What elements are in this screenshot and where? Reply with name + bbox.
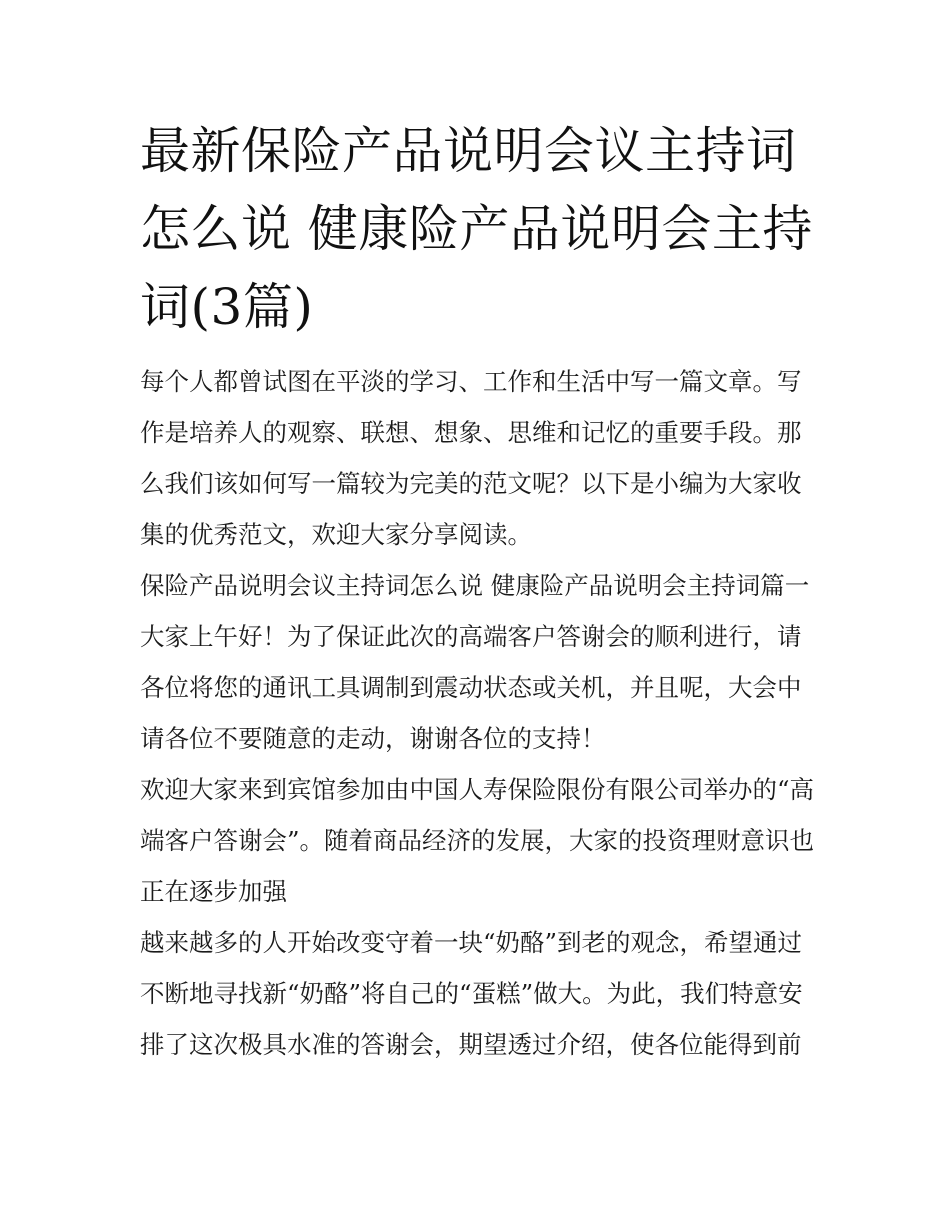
intro-paragraph: 每个人都曾试图在平淡的学习、工作和生活中写一篇文章。写作是培养人的观察、联想、想象、思维和记忆的重要手段。那么我们该如何写一篇较为完美的范文呢？以下是小编为大家收集的优秀范文，欢迎大家分享阅读。 bbox=[140, 367, 802, 549]
body-paragraph: 越来越多的人开始改变守着一块“奶酪”到老的观念，希望通过不断地寻找新“奶酪”将自己的“蛋糕”做大。为此，我们特意安排了这次极具水准的答谢会，期望透过介绍，使各位能得到前 bbox=[140, 928, 803, 1059]
document-body bbox=[140, 356, 820, 1070]
body-paragraph: 欢迎大家来到宾馆参加由中国人寿保险限份有限公司举办的“高端客户答谢会”。随着商品经济的发展，大家的投资理财意识也正在逐步加强 bbox=[140, 775, 815, 906]
body-paragraph: 大家上午好！为了保证此次的高端客户答谢会的顺利进行，请各位将您的通讯工具调制到震动状态或关机，并且呢，大会中请各位不要随意的走动，谢谢各位的支持！ bbox=[140, 622, 802, 753]
section-heading: 保险产品说明会议主持词怎么说 健康险产品说明会主持词篇一 bbox=[140, 571, 810, 600]
document-title: 最新保险产品说明会议主持词怎么说 健康险产品说明会主持词(3篇) bbox=[140, 122, 813, 336]
